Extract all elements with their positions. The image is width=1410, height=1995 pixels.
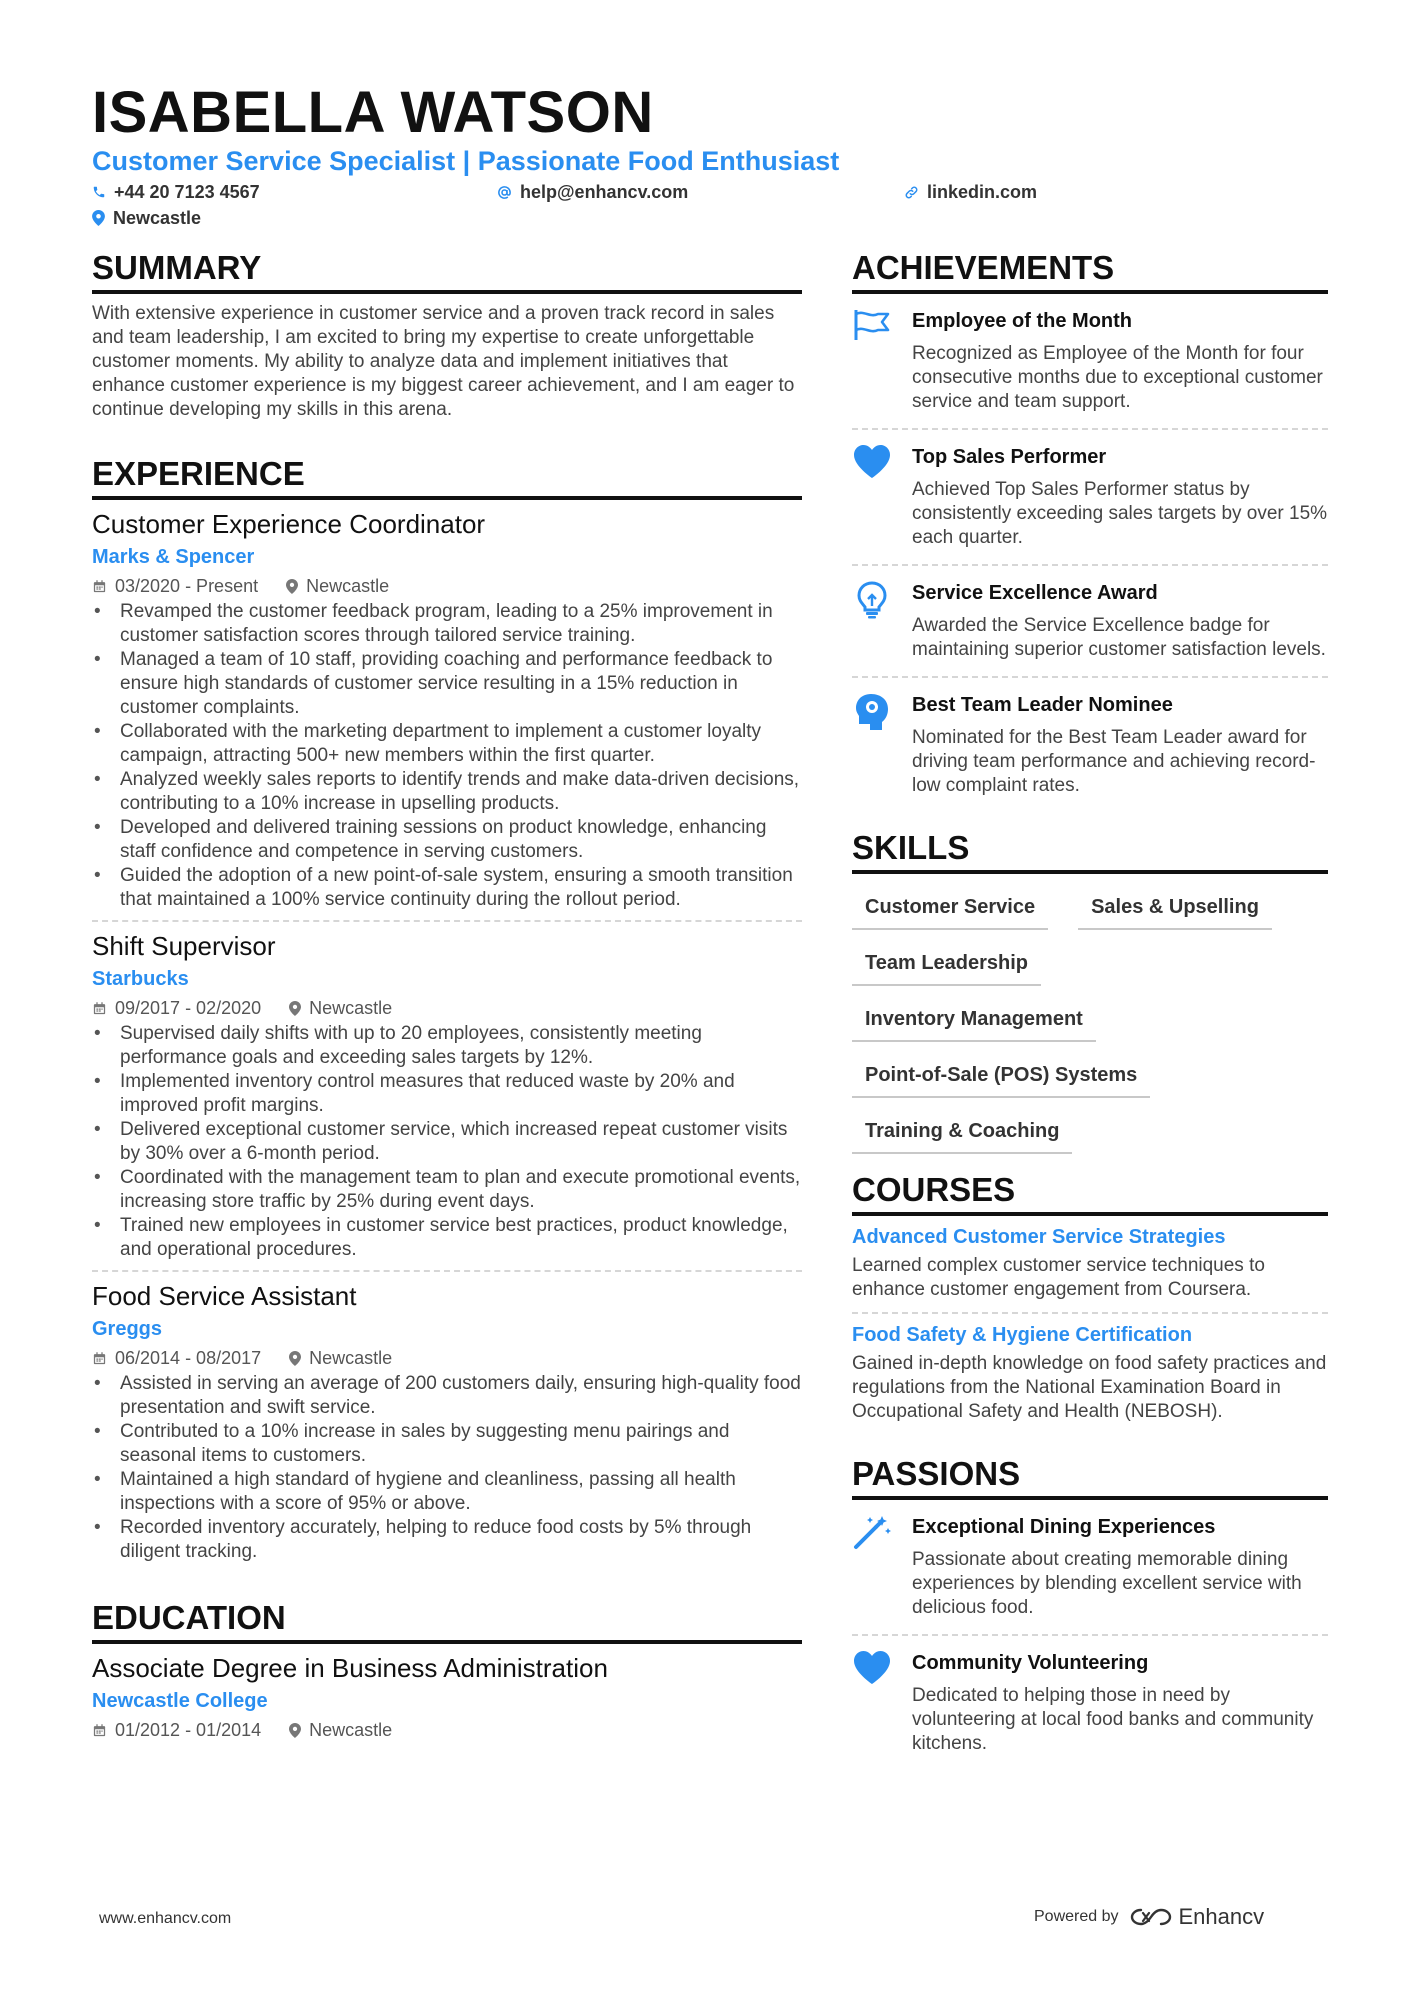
bullet-item: • Analyzed weekly sales reports to identify trends and make data-driven decisions, contributing to a 10% increase in upselling products. <box>92 768 802 816</box>
candidate-title: Customer Service Specialist | Passionate Food Enthusiast <box>92 146 840 176</box>
job-dates: 09/2017 - 02/2020 <box>115 998 262 1018</box>
location-pin-icon <box>289 1351 301 1366</box>
link-icon <box>904 185 919 200</box>
job-location <box>289 1346 392 1370</box>
course-title: Advanced Customer Service Strategies <box>852 1226 1226 1248</box>
achievements-heading: ACHIEVEMENTS <box>852 248 1328 294</box>
passion-item <box>852 1636 1328 1756</box>
bullet-item: • Implemented inventory control measures that reduced waste by 20% and improved profit margins. <box>92 1070 802 1118</box>
course-desc: Learned complex customer service techniques to enhance customer engagement from Coursera. <box>852 1255 1265 1300</box>
phone-text: +44 20 7123 4567 <box>114 182 260 202</box>
bullet-item: • Managed a team of 10 staff, providing coaching and performance feedback to ensure high standards of customer service resulting in a 15% reduction in customer complaints. <box>92 648 802 720</box>
achievement-title: Employee of the Month <box>912 310 1132 332</box>
calendar-icon <box>92 1001 107 1016</box>
passion-desc: Passionate about creating memorable dining experiences by blending excellent service with delicious food. <box>912 1549 1302 1618</box>
skill-tag: Sales & Upselling <box>1078 886 1272 930</box>
job-location <box>289 996 392 1020</box>
phone-icon <box>92 185 106 199</box>
location-pin-icon <box>289 1001 301 1016</box>
magic-wand-icon <box>852 1514 892 1550</box>
bullet-item: • Revamped the customer feedback program, leading to a 25% improvement in customer satisfaction scores through tailored service training. <box>92 600 802 648</box>
contact-location <box>92 206 201 230</box>
achievement-item <box>852 678 1328 798</box>
company-name: Greggs <box>92 1318 163 1340</box>
job-title: Food Service Assistant <box>92 1281 357 1311</box>
achievement-desc: Recognized as Employee of the Month for four consecutive months due to exceptional customer service and team support. <box>912 343 1323 412</box>
passion-desc: Dedicated to helping those in need by volunteering at local food banks and community kitchens. <box>912 1685 1314 1754</box>
lightbulb-icon <box>852 580 892 620</box>
job-bullets <box>92 600 802 912</box>
courses-heading: COURSES <box>852 1170 1328 1216</box>
summary-heading: SUMMARY <box>92 248 802 294</box>
bullet-item: • Coordinated with the management team to plan and execute promotional events, increasing store traffic by 25% during event days. <box>92 1166 802 1214</box>
location-pin-icon <box>286 579 298 594</box>
right-column <box>852 248 1328 1756</box>
job-dates: 06/2014 - 08/2017 <box>115 1348 262 1368</box>
contact-email[interactable] <box>497 180 688 204</box>
job-location-text: Newcastle <box>309 1348 393 1368</box>
job-meta <box>92 1346 802 1370</box>
skills-heading: SKILLS <box>852 828 1328 874</box>
location-text: Newcastle <box>113 208 202 228</box>
job-title: Shift Supervisor <box>92 931 276 961</box>
passion-title: Community Volunteering <box>912 1652 1149 1674</box>
email-text[interactable]: help@enhancv.com <box>520 182 689 202</box>
skill-tag: Inventory Management <box>852 998 1096 1042</box>
education-location-text: Newcastle <box>309 1720 393 1740</box>
education-entry <box>92 1652 802 1742</box>
achievement-item <box>852 430 1328 550</box>
linkedin-text[interactable]: linkedin.com <box>927 182 1038 202</box>
degree-title: Associate Degree in Business Administration <box>92 1653 608 1683</box>
job-location-text: Newcastle <box>309 998 393 1018</box>
company-name: Starbucks <box>92 968 189 990</box>
experience-entry <box>92 930 802 1262</box>
achievement-title: Service Excellence Award <box>912 582 1158 604</box>
bullet-item: • Maintained a high standard of hygiene and cleanliness, passing all health inspections with a score of 95% or above. <box>92 1468 802 1516</box>
brand-name: Enhancv <box>1178 1904 1265 1929</box>
divider <box>852 1312 1328 1314</box>
calendar-icon <box>92 1351 107 1366</box>
achievement-item <box>852 294 1328 414</box>
location-pin-icon <box>289 1723 301 1738</box>
left-column <box>92 248 802 1742</box>
job-title: Customer Experience Coordinator <box>92 509 486 539</box>
achievement-title: Top Sales Performer <box>912 446 1107 468</box>
skills-list <box>852 886 1328 1154</box>
education-heading: EDUCATION <box>92 1598 802 1644</box>
contact-linkedin[interactable] <box>904 180 1037 204</box>
at-icon <box>497 185 512 200</box>
divider <box>92 1270 802 1272</box>
experience-heading: EXPERIENCE <box>92 454 802 500</box>
job-bullets <box>92 1022 802 1262</box>
calendar-icon <box>92 579 107 594</box>
enhancv-logo-icon <box>1129 1905 1173 1929</box>
powered-by-label: Powered by <box>1034 1908 1119 1925</box>
bullet-item: • Developed and delivered training sessions on product knowledge, enhancing staff confidence and competence in serving customers. <box>92 816 802 864</box>
brand-logo[interactable] <box>1129 1904 1265 1930</box>
skill-tag: Team Leadership <box>852 942 1041 986</box>
bullet-item: • Collaborated with the marketing department to implement a customer loyalty campaign, attracting 500+ new members within the first quarter. <box>92 720 802 768</box>
job-bullets <box>92 1372 802 1564</box>
bullet-item: • Assisted in serving an average of 200 customers daily, ensuring high-quality food presentation and swift service. <box>92 1372 802 1420</box>
bullet-item: • Delivered exceptional customer service, which increased repeat customer visits by 30% over a 6-month period. <box>92 1118 802 1166</box>
summary-text: With extensive experience in customer service and a proven track record in sales and team leadership, I am excited to bring my expertise to create unforgettable customer moments. My ability to analyze data and implement initiatives that enhance customer experience is my biggest career achievement, and I am eager to continue developing my skills in this arena. <box>92 303 795 420</box>
education-dates: 01/2012 - 01/2014 <box>115 1720 262 1740</box>
bullet-item: • Guided the adoption of a new point-of-sale system, ensuring a smooth transition that maintained a 100% service continuity during the rollout period. <box>92 864 802 912</box>
company-name: Marks & Spencer <box>92 546 255 568</box>
flag-icon <box>852 308 892 342</box>
job-dates: 03/2020 - Present <box>115 576 259 596</box>
divider <box>92 920 802 922</box>
achievement-desc: Awarded the Service Excellence badge for maintaining superior customer satisfaction levels. <box>912 615 1326 660</box>
bullet-item: • Contributed to a 10% increase in sales by suggesting menu pairings and seasonal items to customers. <box>92 1420 802 1468</box>
passion-item <box>852 1500 1328 1620</box>
contact-phone <box>92 180 260 204</box>
skill-tag: Training & Coaching <box>852 1110 1072 1154</box>
footer-branding <box>1034 1904 1264 1930</box>
bullet-item: • Supervised daily shifts with up to 20 employees, consistently meeting performance goals and exceeding sales targets by 12%. <box>92 1022 802 1070</box>
job-meta <box>92 996 802 1020</box>
job-location <box>286 574 389 598</box>
bullet-item: • Trained new employees in customer service best practices, product knowledge, and operational procedures. <box>92 1214 802 1262</box>
education-location <box>289 1718 392 1742</box>
passion-title: Exceptional Dining Experiences <box>912 1516 1216 1538</box>
achievement-title: Best Team Leader Nominee <box>912 694 1173 716</box>
head-brain-icon <box>852 692 892 732</box>
skill-tag: Customer Service <box>852 886 1048 930</box>
heart-icon <box>852 444 892 480</box>
achievement-desc: Nominated for the Best Team Leader award for driving team performance and achieving record-low complaint rates. <box>912 727 1316 796</box>
heart-icon <box>852 1650 892 1686</box>
job-location-text: Newcastle <box>306 576 390 596</box>
course-desc: Gained in-depth knowledge on food safety practices and regulations from the National Examination Board in Occupational Safety and Health (NEBOSH). <box>852 1353 1327 1422</box>
candidate-name: ISABELLA WATSON <box>92 80 654 145</box>
achievement-desc: Achieved Top Sales Performer status by consistently exceeding sales targets by over 15% each quarter. <box>912 479 1328 548</box>
education-meta <box>92 1718 802 1742</box>
school-name: Newcastle College <box>92 1690 268 1712</box>
passions-heading: PASSIONS <box>852 1454 1328 1500</box>
calendar-icon <box>92 1723 107 1738</box>
location-pin-icon <box>92 210 105 226</box>
course-item <box>852 1224 1328 1302</box>
footer-website[interactable]: www.enhancv.com <box>99 1910 232 1927</box>
job-meta <box>92 574 802 598</box>
skill-tag: Point-of-Sale (POS) Systems <box>852 1054 1150 1098</box>
course-title: Food Safety & Hygiene Certification <box>852 1324 1193 1346</box>
achievement-item <box>852 566 1328 662</box>
course-item <box>852 1322 1328 1424</box>
experience-entry <box>92 1280 802 1564</box>
experience-entry <box>92 508 802 912</box>
bullet-item: • Recorded inventory accurately, helping to reduce food costs by 5% through diligent tracking. <box>92 1516 802 1564</box>
